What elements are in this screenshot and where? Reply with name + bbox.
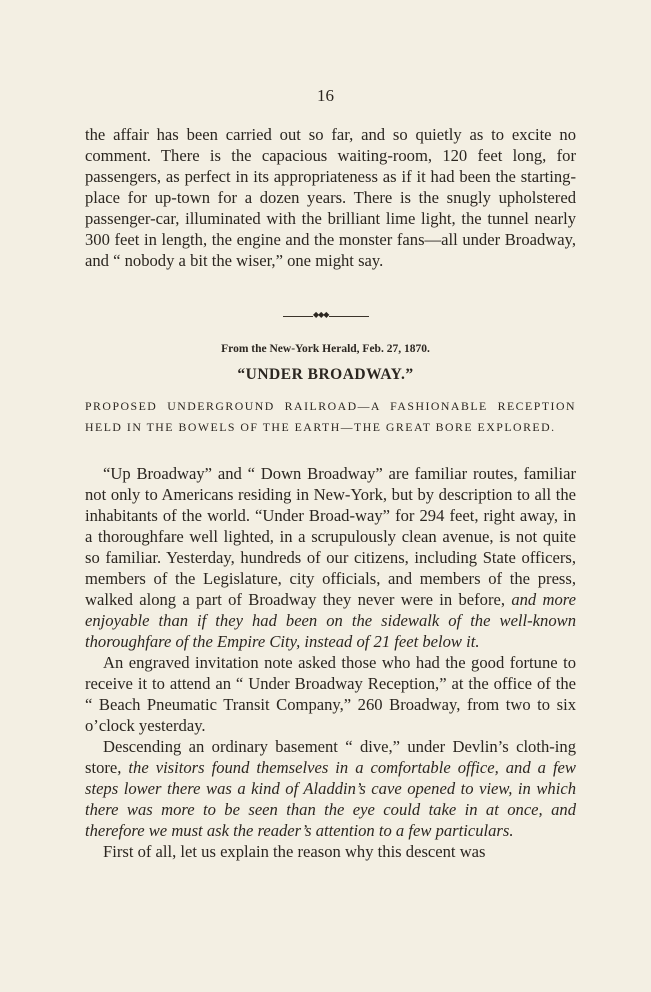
paragraph [85, 652, 576, 736]
page-number: 16 [317, 86, 334, 105]
paragraph-text: the affair has been carried out so far, and so quietly as to excite no comment. There is the capacious waiting-room, 120 feet long, for passengers, as perfect in its appropriateness as if it had been the starting-place for up-town for a dozen years. There is the snugly upholstered passenger-car, illuminated with the brilliant lime light, the tunnel nearly 300 feet in length, the engine and the monster fans—all under Broadway, and “ nobody a bit the wiser,” one might say. [85, 125, 576, 270]
paragraph-text: Descending an ordinary basement “ dive,” under Devlin’s cloth-ing store, [85, 737, 576, 777]
paragraph [85, 841, 576, 862]
paragraph-italic-text: and more enjoyable than if they had been on the sidewalk of the well-known thoroughfare of the Empire City, instead of 21 feet below it. [85, 590, 576, 651]
paragraph-italic-text: the visitors found themselves in a comfortable office, and a few steps lower there was a kind of Aladdin’s cave opened to view, in which there was more to be seen than the eye could take in at once, and therefore we must ask the reader’s attention to a few particulars. [85, 758, 576, 840]
paragraph [85, 736, 576, 841]
continued-paragraph [85, 124, 576, 271]
article-subheading: PROPOSED UNDERGROUND RAILROAD—A FASHIONABLE RECEPTION HELD IN THE BOWELS OF THE EARTH—THE GREAT BORE EXPLORED. [85, 399, 576, 434]
source-attribution: From the New-York Herald, Feb. 27, 1870. [221, 343, 430, 355]
divider-rule-right [329, 316, 369, 317]
article-headline: “UNDER BROADWAY.” [237, 366, 414, 383]
paragraph-text: An engraved invitation note asked those who had the good fortune to receive it to attend an “ Under Broadway Reception,” at the office of the “ Beach Pneumatic Transit Company,” 260 Broadway, from two to six o’clock yesterday. [85, 653, 576, 735]
divider-rule-left [283, 316, 313, 317]
section-divider [283, 312, 369, 320]
divider-ornament: ◆◆◆ [313, 310, 329, 319]
article-body [85, 463, 576, 862]
paragraph-text: “Up Broadway” and “ Down Broadway” are familiar routes, familiar not only to Americans residing in New-York, but by description to all the inhabitants of the world. “Under Broad-way” for 294 feet, right away, in a thoroughfare well lighted, in a scrupulously clean avenue, is not quite so familiar. Yesterday, hundreds of our citizens, including State officers, members of the Legislature, city officials, and members of the press, walked along a part of Broadway they never were in before, [85, 464, 576, 609]
paragraph [85, 463, 576, 652]
paragraph-text: First of all, let us explain the reason why this descent was [103, 842, 486, 861]
